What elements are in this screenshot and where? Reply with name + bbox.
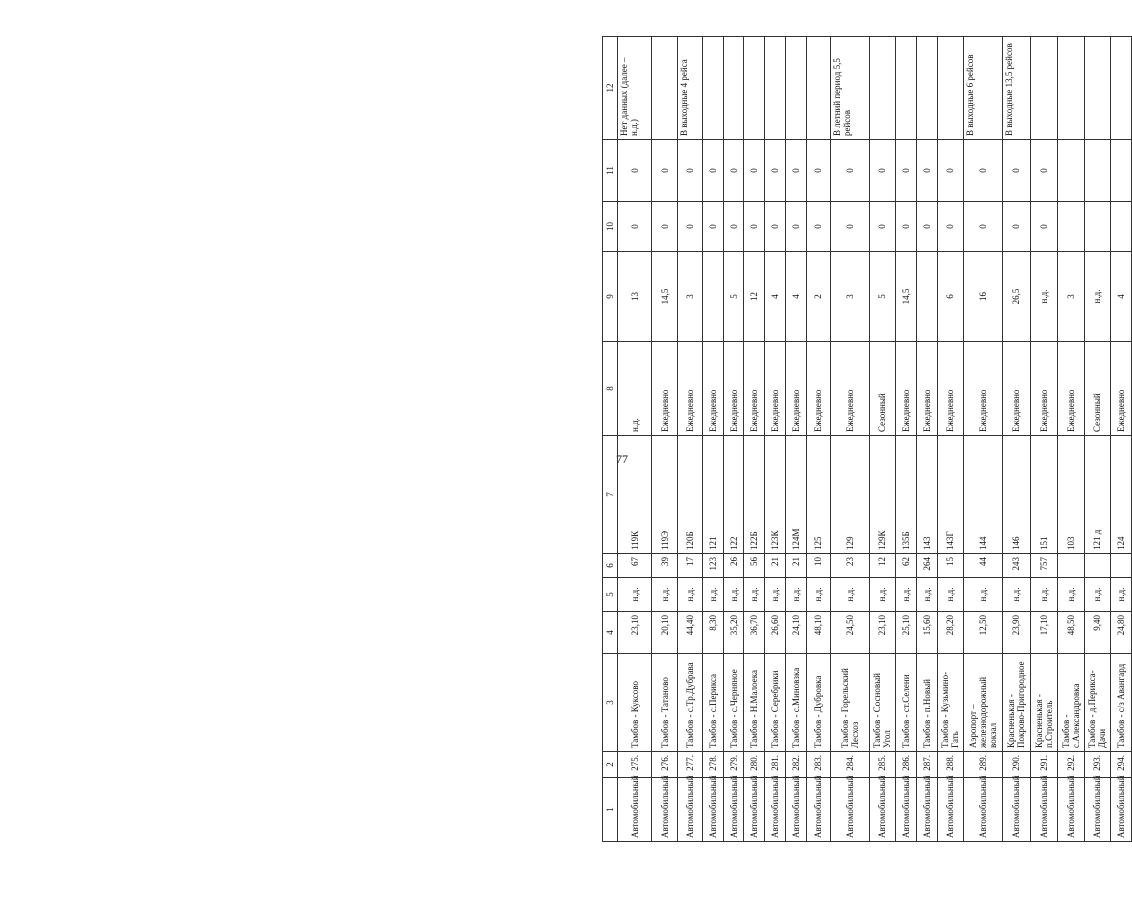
schedule-cell: Ежедневно [1003, 342, 1031, 436]
route-length-cell: 36,70 [744, 612, 765, 654]
trips-cell: 3 [1058, 252, 1084, 342]
transport-type-cell: Автомобильный [869, 778, 895, 842]
table-row [964, 37, 1003, 842]
transport-type-cell: Автомобильный [723, 778, 744, 842]
column-header: 1 [603, 778, 618, 842]
trips-cell: 14,5 [896, 252, 917, 342]
route-name-cell: Тамбов - с/з Авангард [1111, 654, 1132, 752]
stops-cell: н.д. [1058, 578, 1084, 612]
schedule-cell: Ежедневно [652, 342, 677, 436]
column-header: 3 [603, 654, 618, 752]
route-length-cell: 17,10 [1030, 612, 1058, 654]
stops-cell: н.д. [896, 578, 917, 612]
stops-cell: н.д. [830, 578, 869, 612]
note-cell [1030, 37, 1058, 140]
route-name-cell: Тамбов - д.Периксa-Дачи [1084, 654, 1110, 752]
column-header: 9 [603, 252, 618, 342]
table-row [1030, 37, 1058, 842]
col11-cell: 0 [937, 140, 963, 202]
route-name-cell: Тамбов - Куксово [618, 654, 652, 752]
route-length-cell: 26,60 [765, 612, 786, 654]
route-length-cell: 28,20 [937, 612, 963, 654]
note-cell [896, 37, 917, 140]
stops-cell: н.д. [618, 578, 652, 612]
transport-type-cell: Автомобильный [1003, 778, 1031, 842]
route-code-cell: 120Б [677, 436, 702, 554]
route-number-cell: 277. [677, 752, 702, 778]
route-number-cell: 290. [1003, 752, 1031, 778]
transport-type-cell: Автомобильный [937, 778, 963, 842]
regular-count-cell: 21 [785, 554, 806, 578]
col10-cell [1058, 202, 1084, 252]
transport-type-cell: Автомобильный [703, 778, 724, 842]
transport-type-cell: Автомобильный [1111, 778, 1132, 842]
stops-cell: н.д. [869, 578, 895, 612]
schedule-cell: Ежедневно [723, 342, 744, 436]
trips-cell: 16 [964, 252, 1003, 342]
transport-type-cell: Автомобильный [677, 778, 702, 842]
route-length-cell: 48,10 [806, 612, 830, 654]
route-number-cell: 280. [744, 752, 765, 778]
table-row [1084, 37, 1110, 842]
regular-count-cell: 12 [869, 554, 895, 578]
stops-cell: н.д. [1003, 578, 1031, 612]
column-header: 12 [603, 37, 618, 140]
transport-type-cell: Автомобильный [896, 778, 917, 842]
route-code-cell: 129К [869, 436, 895, 554]
col10-cell: 0 [652, 202, 677, 252]
col10-cell: 0 [677, 202, 702, 252]
route-code-cell: 144 [964, 436, 1003, 554]
note-cell: В летний период 5,5 рейсов [830, 37, 869, 140]
note-cell [916, 37, 937, 140]
stops-cell: н.д. [652, 578, 677, 612]
col10-cell: 0 [964, 202, 1003, 252]
table-row [723, 37, 744, 842]
schedule-cell: Ежедневно [916, 342, 937, 436]
route-name-cell: Тамбов - с.Миновзка [785, 654, 806, 752]
table-row [1111, 37, 1132, 842]
note-cell [744, 37, 765, 140]
col10-cell: 0 [723, 202, 744, 252]
route-length-cell: 23,90 [1003, 612, 1031, 654]
route-name-cell: Тамбов - Дубровка [806, 654, 830, 752]
table-row [869, 37, 895, 842]
col10-cell: 0 [744, 202, 765, 252]
stops-cell: н.д. [677, 578, 702, 612]
route-number-cell: 291. [1030, 752, 1058, 778]
route-number-cell: 279. [723, 752, 744, 778]
schedule-cell: Ежедневно [937, 342, 963, 436]
trips-cell: 2 [806, 252, 830, 342]
route-name-cell: Тамбов - с.Периксa [703, 654, 724, 752]
column-header: 8 [603, 342, 618, 436]
route-number-cell: 282. [785, 752, 806, 778]
column-header: 10 [603, 202, 618, 252]
table-row [1003, 37, 1031, 842]
route-number-cell: 283. [806, 752, 830, 778]
table-row [937, 37, 963, 842]
route-name-cell: Тамбов - п.Новый [916, 654, 937, 752]
route-length-cell: 23,10 [618, 612, 652, 654]
route-code-cell: 123К [765, 436, 786, 554]
col11-cell: 0 [744, 140, 765, 202]
route-length-cell: 8,30 [703, 612, 724, 654]
col11-cell: 0 [785, 140, 806, 202]
col11-cell: 0 [652, 140, 677, 202]
schedule-cell: Сезонный [1084, 342, 1110, 436]
regular-count-cell: 39 [652, 554, 677, 578]
transport-type-cell: Автомобильный [1058, 778, 1084, 842]
trips-cell: 12 [744, 252, 765, 342]
column-header: 7 [603, 436, 618, 554]
stops-cell: н.д. [1111, 578, 1132, 612]
col10-cell: 0 [937, 202, 963, 252]
route-length-cell: 15,60 [916, 612, 937, 654]
trips-cell: 5 [723, 252, 744, 342]
col10-cell [1084, 202, 1110, 252]
col10-cell [1111, 202, 1132, 252]
table-row [618, 37, 652, 842]
table-row [677, 37, 702, 842]
column-header: 11 [603, 140, 618, 202]
trips-cell: 26,5 [1003, 252, 1031, 342]
regular-count-cell: 23 [830, 554, 869, 578]
route-code-cell: 119Э [652, 436, 677, 554]
col11-cell: 0 [896, 140, 917, 202]
transport-type-cell: Автомобильный [964, 778, 1003, 842]
col10-cell: 0 [618, 202, 652, 252]
route-length-cell: 24,80 [1111, 612, 1132, 654]
note-cell: В выходные 4 рейса [677, 37, 702, 140]
regular-count-cell: 10 [806, 554, 830, 578]
transport-type-cell: Автомобильный [652, 778, 677, 842]
table-row [830, 37, 869, 842]
regular-count-cell: 17 [677, 554, 702, 578]
route-number-cell: 293. [1084, 752, 1110, 778]
route-name-cell: Тамбов - ст.Селени [896, 654, 917, 752]
col11-cell: 0 [869, 140, 895, 202]
route-code-cell: 122 [723, 436, 744, 554]
trips-cell: 13 [618, 252, 652, 342]
trips-cell: 4 [1111, 252, 1132, 342]
trips-cell: 14,5 [652, 252, 677, 342]
schedule-cell: Ежедневно [1058, 342, 1084, 436]
column-header: 4 [603, 612, 618, 654]
regular-count-cell: 264 [916, 554, 937, 578]
route-code-cell: 146 [1003, 436, 1031, 554]
route-length-cell: 35,20 [723, 612, 744, 654]
route-code-cell: 121 [703, 436, 724, 554]
trips-cell: 5 [869, 252, 895, 342]
route-length-cell: 25,10 [896, 612, 917, 654]
table-row [703, 37, 724, 842]
regular-count-cell [1111, 554, 1132, 578]
stops-cell: н.д. [916, 578, 937, 612]
stops-cell: н.д. [964, 578, 1003, 612]
col11-cell: 0 [677, 140, 702, 202]
stops-cell: н.д. [1030, 578, 1058, 612]
stops-cell: н.д. [806, 578, 830, 612]
note-cell: В выходные 6 рейсов [964, 37, 1003, 140]
transport-type-cell: Автомобильный [806, 778, 830, 842]
col11-cell: 0 [703, 140, 724, 202]
note-cell [723, 37, 744, 140]
schedule-cell: Ежедневно [785, 342, 806, 436]
schedule-cell: Ежедневно [677, 342, 702, 436]
note-cell [1084, 37, 1110, 140]
transport-type-cell: Автомобильный [765, 778, 786, 842]
route-number-cell: 286. [896, 752, 917, 778]
transport-type-cell: Автомобильный [1084, 778, 1110, 842]
schedule-cell: Ежедневно [744, 342, 765, 436]
route-name-cell: Тамбов - Кузьмино-Гать [937, 654, 963, 752]
note-cell [1111, 37, 1132, 140]
regular-count-cell [1084, 554, 1110, 578]
route-length-cell: 20,10 [652, 612, 677, 654]
transport-type-cell: Автомобильный [830, 778, 869, 842]
trips-cell: 3 [830, 252, 869, 342]
trips-cell: 4 [765, 252, 786, 342]
stops-cell: н.д. [703, 578, 724, 612]
note-cell [652, 37, 677, 140]
route-code-cell: 129 [830, 436, 869, 554]
route-length-cell: 9,40 [1084, 612, 1110, 654]
col10-cell: 0 [916, 202, 937, 252]
col10-cell: 0 [806, 202, 830, 252]
schedule-cell: Ежедневно [896, 342, 917, 436]
col11-cell: 0 [1003, 140, 1031, 202]
stops-cell: н.д. [937, 578, 963, 612]
route-number-cell: 288. [937, 752, 963, 778]
schedule-cell: н.д. [618, 342, 652, 436]
regular-count-cell: 15 [937, 554, 963, 578]
schedule-cell: Ежедневно [1030, 342, 1058, 436]
transport-type-cell: Автомобильный [744, 778, 765, 842]
regular-count-cell: 67 [618, 554, 652, 578]
route-length-cell: 44,40 [677, 612, 702, 654]
table-row [806, 37, 830, 842]
column-header: 2 [603, 752, 618, 778]
table-row [785, 37, 806, 842]
route-code-cell: 103 [1058, 436, 1084, 554]
schedule-cell: Ежедневно [806, 342, 830, 436]
note-cell [765, 37, 786, 140]
route-code-cell: 124 [1111, 436, 1132, 554]
rotated-table-wrapper [602, 37, 1132, 842]
col10-cell: 0 [1030, 202, 1058, 252]
route-name-cell: Тамбов - Н.Малоека [744, 654, 765, 752]
route-code-cell: 135Б [896, 436, 917, 554]
route-name-cell: Красненькая - п.Строитель [1030, 654, 1058, 752]
page-number: 77 [616, 452, 628, 466]
trips-cell [703, 252, 724, 342]
regular-count-cell: 757 [1030, 554, 1058, 578]
trips-cell: н.д. [1030, 252, 1058, 342]
col10-cell: 0 [830, 202, 869, 252]
col10-cell: 0 [785, 202, 806, 252]
schedule-cell: Ежедневно [703, 342, 724, 436]
trips-cell [916, 252, 937, 342]
regular-count-cell: 62 [896, 554, 917, 578]
route-length-cell: 24,10 [785, 612, 806, 654]
route-length-cell: 12,50 [964, 612, 1003, 654]
table-row [896, 37, 917, 842]
route-name-cell: Аэропорт – железнодорожный вокзал [964, 654, 1003, 752]
schedule-cell: Сезонный [869, 342, 895, 436]
stops-cell: н.д. [723, 578, 744, 612]
note-cell [1058, 37, 1084, 140]
note-cell [785, 37, 806, 140]
note-cell [937, 37, 963, 140]
col11-cell [1058, 140, 1084, 202]
table-row [765, 37, 786, 842]
column-header: 6 [603, 554, 618, 578]
regular-count-cell: 26 [723, 554, 744, 578]
regular-count-cell: 123 [703, 554, 724, 578]
transport-type-cell: Автомобильный [1030, 778, 1058, 842]
col11-cell: 0 [618, 140, 652, 202]
note-cell [703, 37, 724, 140]
route-code-cell: 125 [806, 436, 830, 554]
col11-cell: 0 [1030, 140, 1058, 202]
route-code-cell: 122Б [744, 436, 765, 554]
trips-cell: н.д. [1084, 252, 1110, 342]
route-number-cell: 275. [618, 752, 652, 778]
column-header: 5 [603, 578, 618, 612]
col10-cell: 0 [703, 202, 724, 252]
route-name-cell: Красненькая - Покрово-Пригородное [1003, 654, 1031, 752]
transport-type-cell: Автомобильный [618, 778, 652, 842]
route-length-cell: 24,50 [830, 612, 869, 654]
route-number-cell: 281. [765, 752, 786, 778]
stops-cell: н.д. [785, 578, 806, 612]
trips-cell: 3 [677, 252, 702, 342]
note-cell [806, 37, 830, 140]
route-number-cell: 278. [703, 752, 724, 778]
note-cell: В выходные 13,5 рейсов [1003, 37, 1031, 140]
table-body [618, 37, 1132, 842]
route-code-cell: 119К [618, 436, 652, 554]
route-name-cell: Тамбов - Горельский Лесхоз [830, 654, 869, 752]
trips-cell: 4 [785, 252, 806, 342]
stops-cell: н.д. [765, 578, 786, 612]
table-row [916, 37, 937, 842]
regular-count-cell [1058, 554, 1084, 578]
route-name-cell: Тамбов - Сосновый Угол [869, 654, 895, 752]
route-name-cell: Тамбов - Татаново [652, 654, 677, 752]
routes-table [602, 36, 1132, 842]
col11-cell: 0 [830, 140, 869, 202]
route-number-cell: 294. [1111, 752, 1132, 778]
route-name-cell: Тамбов - с.Тр.Дубрава [677, 654, 702, 752]
col10-cell: 0 [765, 202, 786, 252]
table-row [744, 37, 765, 842]
note-cell: Нет данных (далее – н.д.) [618, 37, 652, 140]
schedule-cell: Ежедневно [1111, 342, 1132, 436]
regular-count-cell: 44 [964, 554, 1003, 578]
col11-cell: 0 [765, 140, 786, 202]
note-cell [869, 37, 895, 140]
route-number-cell: 276. [652, 752, 677, 778]
col11-cell [1084, 140, 1110, 202]
route-code-cell: 121 д [1084, 436, 1110, 554]
route-length-cell: 23,10 [869, 612, 895, 654]
col11-cell: 0 [964, 140, 1003, 202]
regular-count-cell: 243 [1003, 554, 1031, 578]
table-row [652, 37, 677, 842]
trips-cell: 6 [937, 252, 963, 342]
transport-type-cell: Автомобильный [916, 778, 937, 842]
route-name-cell: Тамбов - Серебрики [765, 654, 786, 752]
route-length-cell: 48,50 [1058, 612, 1084, 654]
col10-cell: 0 [896, 202, 917, 252]
schedule-cell: Ежедневно [830, 342, 869, 436]
route-name-cell: Тамбов - с.Александровка [1058, 654, 1084, 752]
schedule-cell: Ежедневно [765, 342, 786, 436]
route-number-cell: 284. [830, 752, 869, 778]
route-number-cell: 285. [869, 752, 895, 778]
route-number-cell: 287. [916, 752, 937, 778]
regular-count-cell: 21 [765, 554, 786, 578]
stops-cell: н.д. [1084, 578, 1110, 612]
col11-cell: 0 [723, 140, 744, 202]
col10-cell: 0 [1003, 202, 1031, 252]
col11-cell [1111, 140, 1132, 202]
table-row [1058, 37, 1084, 842]
route-name-cell: Тамбов - с.Черняное [723, 654, 744, 752]
stops-cell: н.д. [744, 578, 765, 612]
route-number-cell: 292. [1058, 752, 1084, 778]
col11-cell: 0 [916, 140, 937, 202]
route-code-cell: 124М [785, 436, 806, 554]
header-row [603, 37, 618, 842]
transport-type-cell: Автомобильный [785, 778, 806, 842]
route-number-cell: 289. [964, 752, 1003, 778]
route-code-cell: 143 [916, 436, 937, 554]
route-code-cell: 151 [1030, 436, 1058, 554]
schedule-cell: Ежедневно [964, 342, 1003, 436]
route-code-cell: 143Г [937, 436, 963, 554]
regular-count-cell: 56 [744, 554, 765, 578]
col11-cell: 0 [806, 140, 830, 202]
col10-cell: 0 [869, 202, 895, 252]
